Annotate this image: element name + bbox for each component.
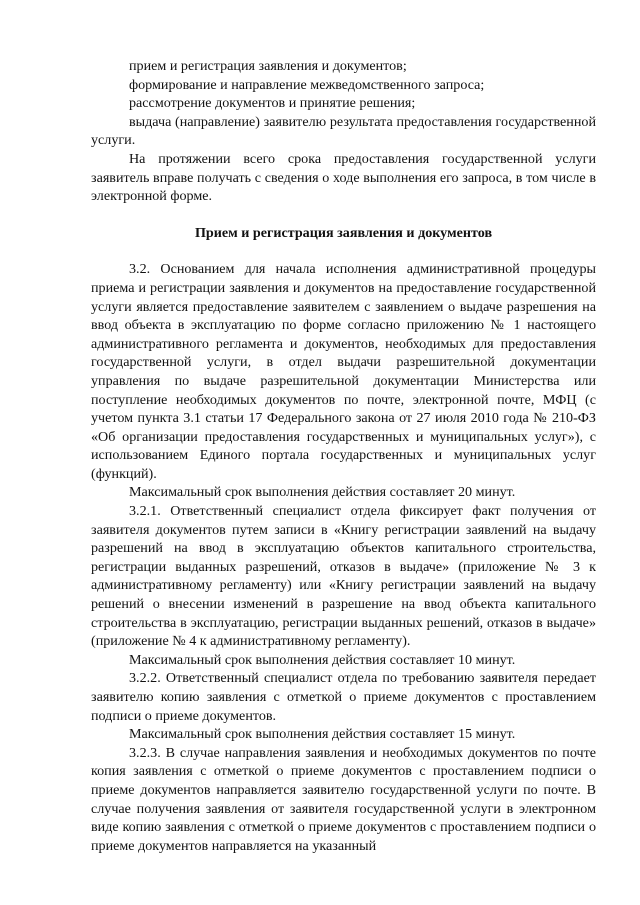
- body-paragraph: 3.2. Основанием для начала исполнения административной процедуры приема и регистрации заявления и документов на предоставление государственной услуги является предоставление заявителем с заявлением о выдаче разрешения на ввод объекта в эксплуатацию по форме согласно приложению № 1 настоящего административного регламента и документов, необходимых для предоставления государственной услуги, в отдел выдачи разрешительной документации управления по выдаче разрешительной документации Министерства или поступление необходимых документов по почте, электронной почте, МФЦ (с учетом пункта 3.1 статьи 17 Федерального закона от 27 июля 2010 года № 210-ФЗ «Об организации предоставления государственных и муниципальных услуг»), с использованием Единого портала государственных и муниципальных услуг (функций).: [91, 261, 596, 482]
- body-paragraph: 3.2.2. Ответственный специалист отдела по требованию заявителя передает заявителю копию заявления с отметкой о приеме документов с проставлением подписи о приеме документов.: [91, 670, 596, 724]
- body-paragraph: 3.2.1. Ответственный специалист отдела фиксирует факт получения от заявителя документов путем записи в «Книгу регистрации заявлений на выдачу разрешений на ввод в эксплуатацию объектов капитального строительства, регистрации выданных разрешений, отказов в выдаче» (приложение № 3 к административному регламенту) или «Книгу регистрации заявлений на выдачу решений о внесении изменений в разрешение на ввод объекта капитального строительства в эксплуатацию, регистрации выданных решений, отказов в выдаче» (приложение № 4 к административному регламенту).: [91, 503, 596, 650]
- body-paragraph: 3.2.3. В случае направления заявления и необходимых документов по почте копия заявления с отметкой о приеме документов с проставлением подписи о приеме документов направляется заявителю государственной услуги по почте. В случае получения заявления от заявителя государственной услуги в электронном виде копию заявления с отметкой о приеме документов с проставлением подписи о приеме документов направляется на указанный: [91, 744, 596, 854]
- section-heading: Прием и регистрация заявления и документов: [194, 224, 493, 241]
- intro-item: рассмотрение документов и принятие решения;: [129, 95, 416, 112]
- intro-paragraph: На протяжении всего срока предоставления государственной услуги заявитель вправе получать с сведения о ходе выполнения его запроса, в том числе в электронной форме.: [91, 150, 596, 205]
- intro-item: прием и регистрация заявления и документов;: [129, 58, 407, 74]
- body-paragraph: Максимальный срок выполнения действия составляет 20 минут.: [129, 484, 516, 501]
- body-paragraph: Максимальный срок выполнения действия составляет 10 минут.: [129, 651, 516, 668]
- document-page: [91, 57, 596, 855]
- intro-item: выдача (направление) заявителю результата предоставления государственной услуги.: [91, 113, 596, 149]
- body-paragraph: Максимальный срок выполнения действия составляет 15 минут.: [129, 726, 516, 743]
- intro-item: формирование и направление межведомственного запроса;: [129, 76, 485, 93]
